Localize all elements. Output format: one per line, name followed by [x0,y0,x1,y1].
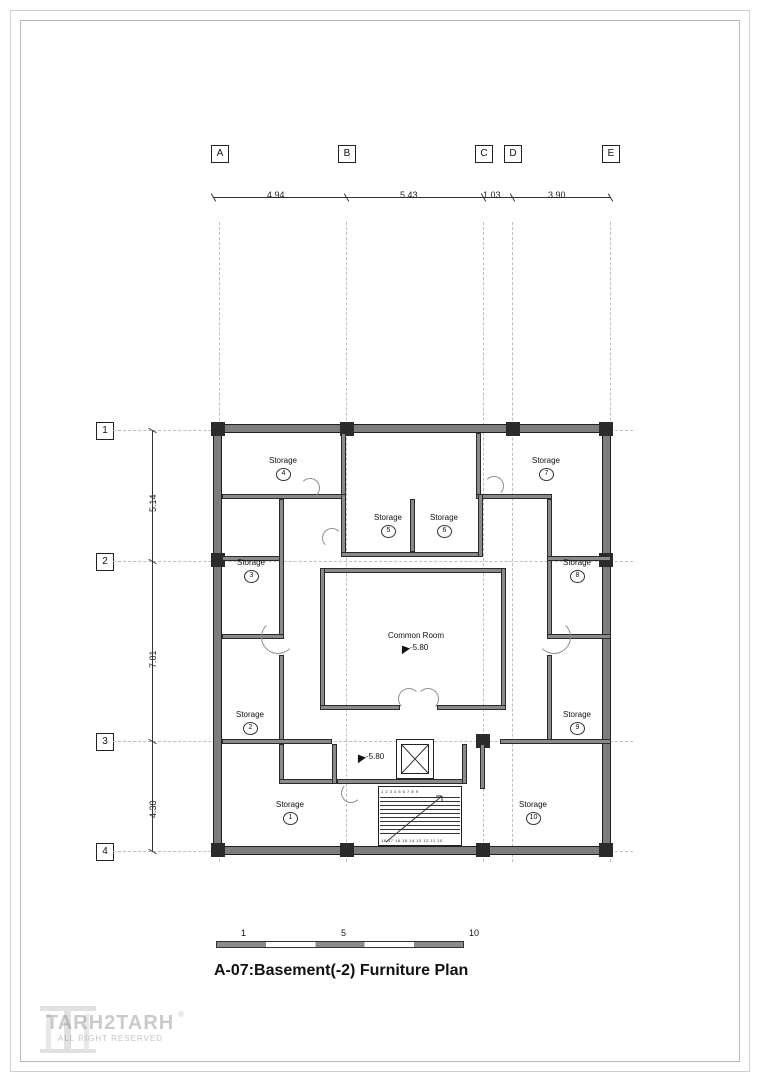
room-label-storage3: Storage [236,558,266,567]
grid-label-2: 2 [96,553,114,571]
grid-label-d: D [504,145,522,163]
exterior-wall-west [213,424,222,855]
door-storage4 [300,478,320,498]
partition-storage3-east [279,499,284,639]
dimension-2-3: 7.01 [148,650,158,668]
exterior-wall-north [213,424,611,433]
room-label-storage6: Storage [429,513,459,522]
room-label-storage7: Storage [531,456,561,465]
level-mark-common-room: -5.80 [410,643,429,652]
room-label-storage10: Storage [518,800,548,809]
column-d1 [506,422,520,436]
dimension-b-c: 5.43 [400,190,418,200]
room-label-storage4: Storage [268,456,298,465]
grid-label-e: E [602,145,620,163]
room-label-storage1: Storage [275,800,305,809]
partition-storage5-west [341,494,346,556]
room-number-5: 5 [381,525,396,538]
gridline-b [346,222,347,862]
watermark-subtitle: ALL RIGHT RESERVED [58,1034,163,1043]
partition-stair-west [332,744,337,784]
column-a4 [211,843,225,857]
door-storage8-corridor [537,620,571,654]
drawing-title: A-07:Basement(-2) Furniture Plan [214,962,469,979]
partition-stair-east [462,744,467,784]
room-label-storage5: Storage [373,513,403,522]
partition-storage1-east [279,744,284,784]
dimension-3-4: 4.30 [148,800,158,818]
scale-bar [216,941,464,948]
room-label-storage9: Storage [562,710,592,719]
partition-storage2-east [279,655,284,743]
partition-storage56-south [341,552,481,557]
gridline-d [512,222,513,862]
door-storage5 [322,528,342,548]
stair-numbers-up: 1 2 3 4 5 6 7 8 9 [381,789,419,794]
room-number-9: 9 [570,722,585,735]
room-number-1: 1 [283,812,298,825]
scale-number-10: 10 [469,928,480,938]
partition-storage6-east [476,433,481,495]
watermark-registered-icon: ® [178,1010,184,1019]
exterior-wall-south [213,846,611,855]
grid-label-b: B [338,145,356,163]
partition-storage8-west [547,499,552,639]
partition-storage9-south [500,739,611,744]
column-c4 [476,843,490,857]
grid-label-a: A [211,145,229,163]
scale-number-1: 1 [241,928,247,938]
partition-storage7-south [476,494,552,499]
exterior-wall-east [602,424,611,855]
partition-storage10-west [480,744,485,789]
common-room-wall-east [501,568,506,710]
level-mark-corridor: -5.80 [366,752,385,761]
room-number-8: 8 [570,570,585,583]
partition-storage1-north [222,739,332,744]
room-label-storage2: Storage [235,710,265,719]
column-b4 [340,843,354,857]
room-number-2: 2 [243,722,258,735]
sheet-inner-border [20,20,740,1062]
common-room-wall-south-left [320,705,400,710]
room-number-10: 10 [526,812,541,825]
scale-number-5: 5 [341,928,347,938]
dimension-d-e: 3.90 [548,190,566,200]
dimension-1-2: 5.14 [148,494,158,512]
room-number-7: 7 [539,468,554,481]
column-e1 [599,422,613,436]
partition-east-corridor [478,494,483,557]
grid-label-3: 3 [96,733,114,751]
room-number-3: 3 [244,570,259,583]
door-storage7 [484,476,504,496]
dimension-a-b: 4.94 [267,190,285,200]
room-label-storage8: Storage [562,558,592,567]
room-number-4: 4 [276,468,291,481]
column-a1 [211,422,225,436]
watermark-name: TARH2TARH [46,1012,175,1034]
door-storage2-corridor [261,620,295,654]
dimension-c-d: 1.03 [483,190,501,200]
stair-direction-icon [380,790,460,845]
stair-numbers-down: 18 17 16 15 14 13 12 11 10 [381,838,443,843]
common-room-wall-north [320,568,506,573]
common-room-wall-west [320,568,325,710]
grid-label-1: 1 [96,422,114,440]
partition-storage5-6 [410,499,415,552]
grid-label-4: 4 [96,843,114,861]
room-number-6: 6 [437,525,452,538]
partition-storage4-east [341,433,346,499]
left-dimension-line [152,430,153,851]
grid-label-c: C [475,145,493,163]
room-label-common-room: Common Room [387,631,444,640]
partition-stair-north [337,779,467,784]
door-common-room-right [417,688,439,710]
column-e4 [599,843,613,857]
common-room-wall-south-right [437,705,506,710]
elevator-cross-icon [401,744,429,774]
partition-storage9-west [547,655,552,743]
door-storage1 [341,783,361,803]
